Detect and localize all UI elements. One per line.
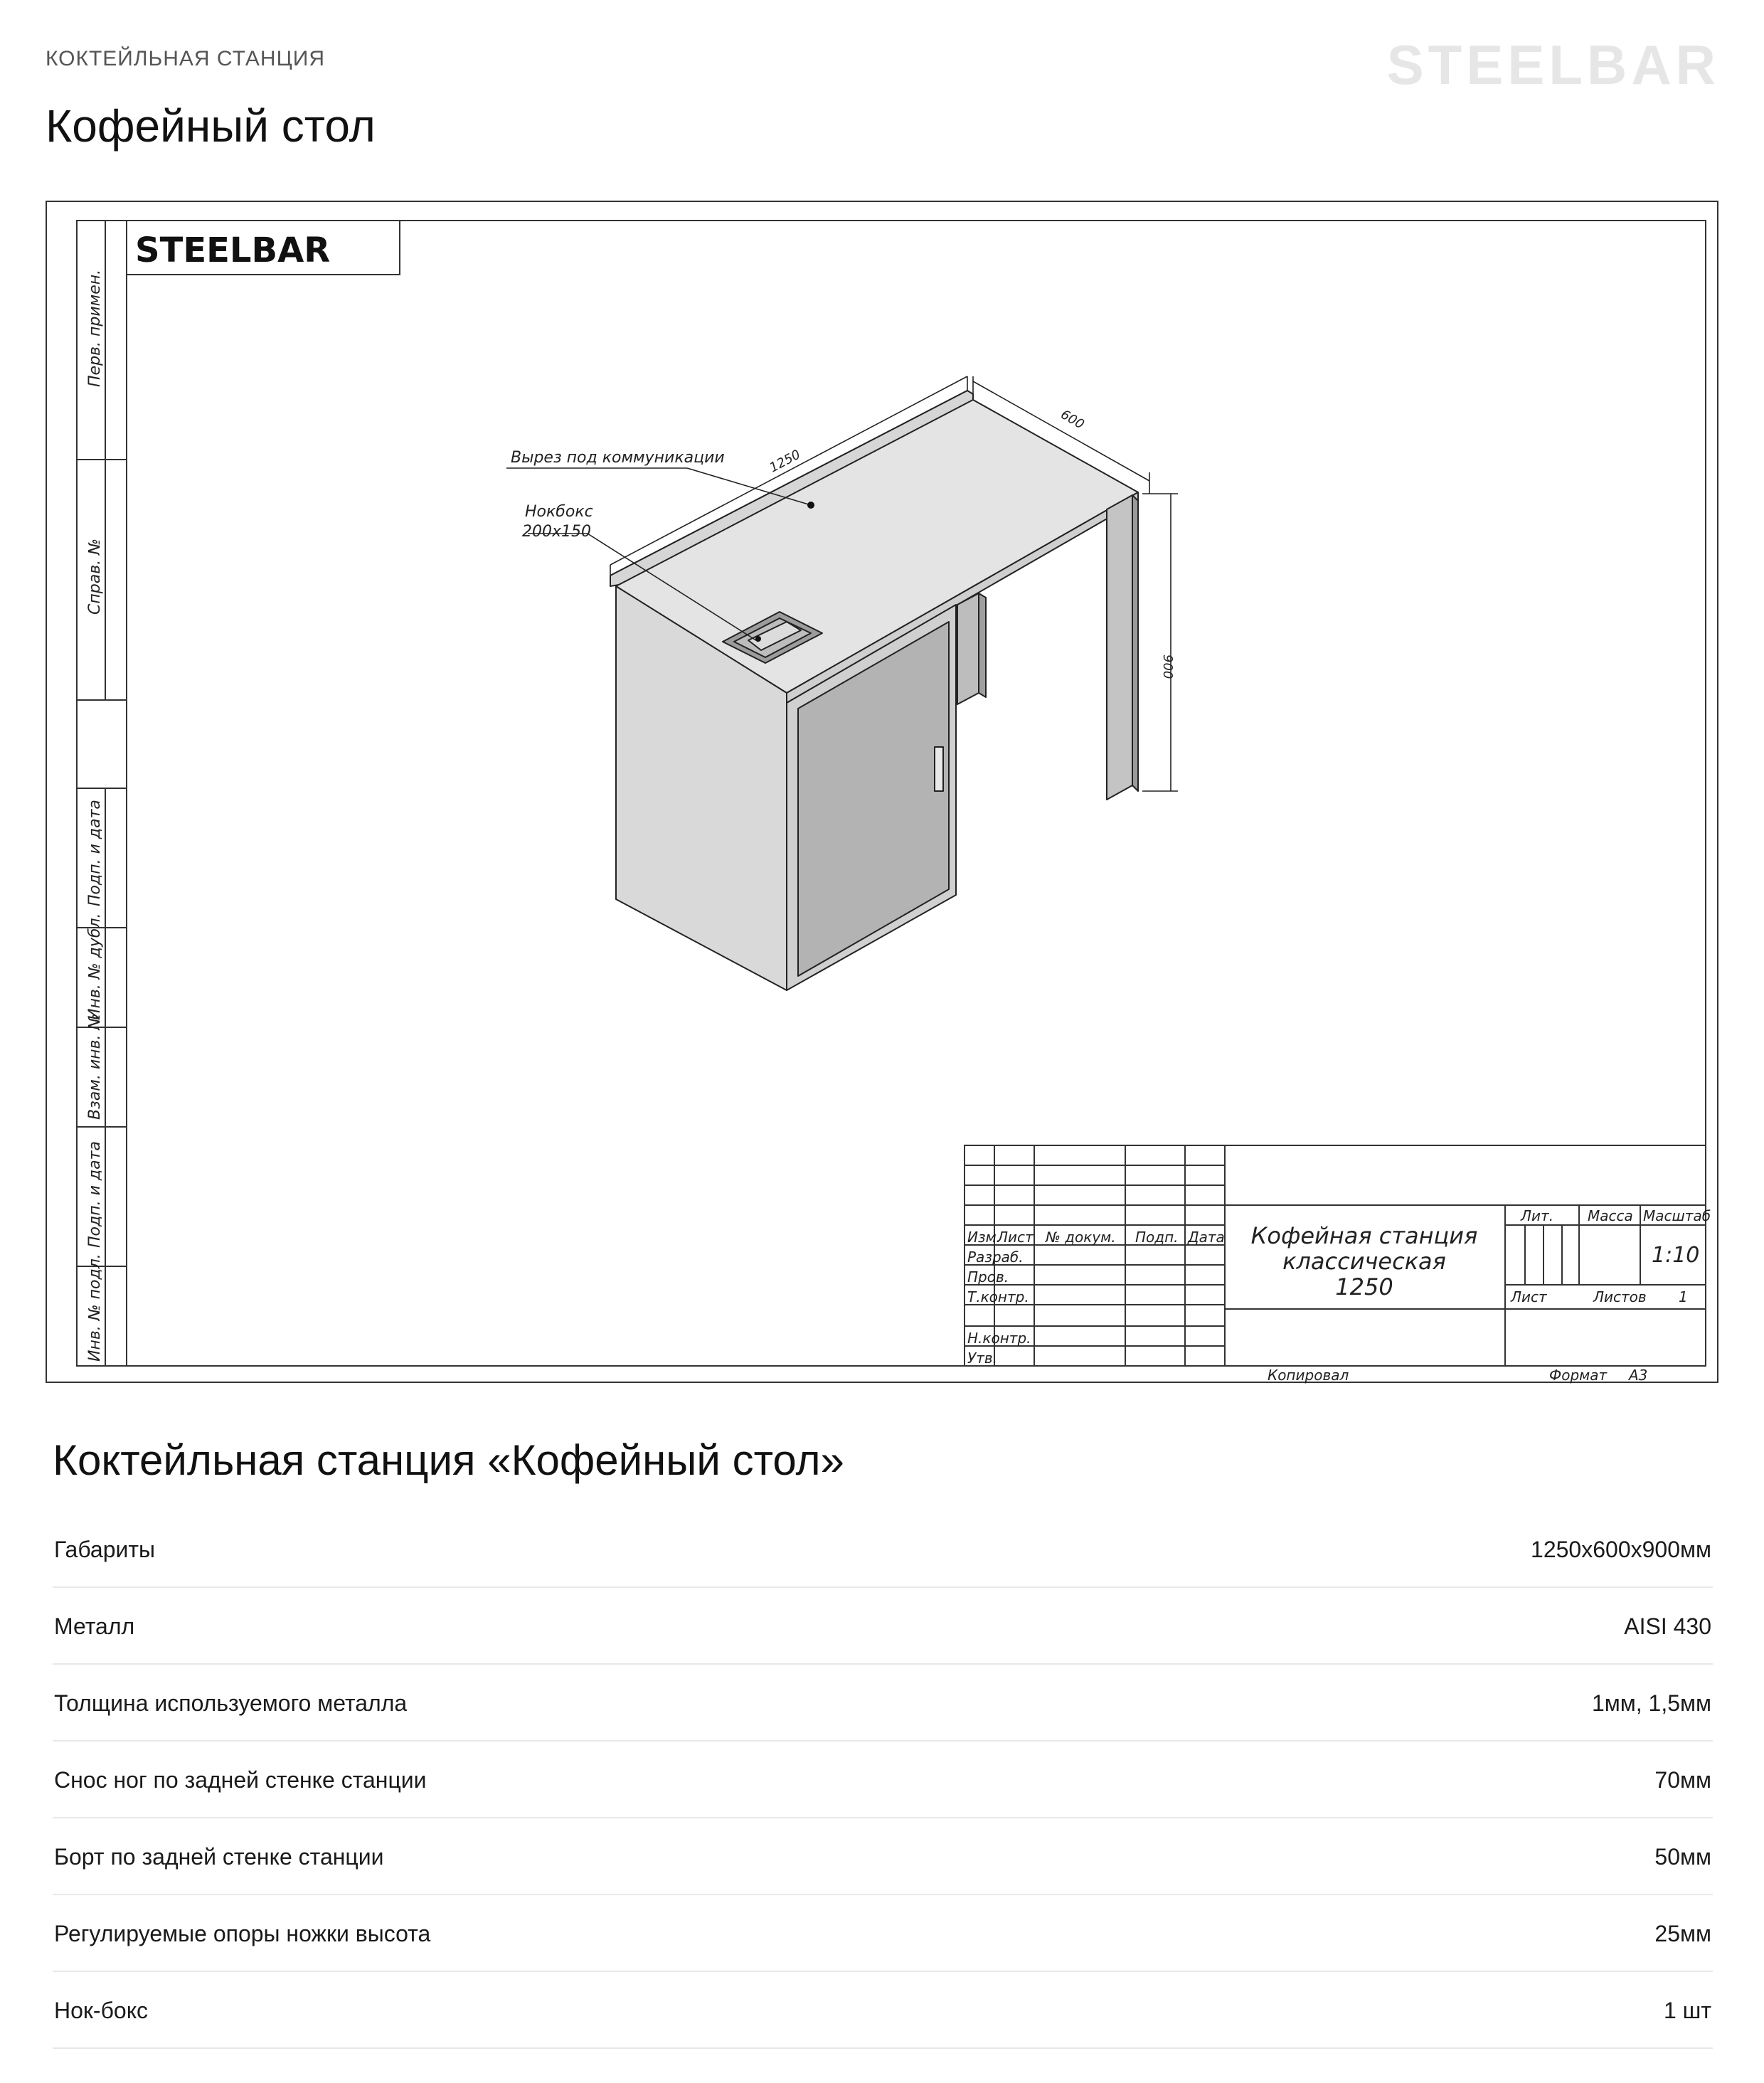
- spec-row: [53, 1818, 1713, 1895]
- tb-sheets-count: 1: [1679, 1288, 1688, 1305]
- stamp-podp-data-2: Подп. и дата: [86, 1141, 104, 1248]
- tb-lit: Лит.: [1521, 1207, 1554, 1224]
- page-title: Кофейный стол: [46, 100, 376, 152]
- tb-name-3: 1250: [1335, 1273, 1393, 1300]
- spec-value: 1мм, 1,5мм: [1591, 1690, 1711, 1716]
- technical-drawing: [46, 201, 1718, 1383]
- tb-col-ndoc: № докум.: [1046, 1229, 1116, 1246]
- tb-row-tkontr: Т.контр.: [967, 1288, 1029, 1305]
- tb-row-nkontr: Н.контр.: [967, 1330, 1031, 1347]
- callout-knockbox-2: 200х150: [522, 523, 592, 541]
- tb-masshtab: Масштаб: [1643, 1207, 1711, 1224]
- spec-value: 1250х600х900мм: [1531, 1537, 1711, 1562]
- knockbox-marker: [755, 636, 761, 642]
- spec-row: [53, 1742, 1713, 1818]
- tb-row-razrab: Разраб.: [967, 1249, 1024, 1266]
- spec-row: [53, 1511, 1713, 1588]
- stamp-inv-podl: Инв. № подл.: [86, 1253, 104, 1362]
- tb-row-prov: Пров.: [967, 1268, 1009, 1286]
- spec-value: AISI 430: [1624, 1613, 1711, 1639]
- spec-row: [53, 1895, 1713, 1972]
- spec-value: 1 шт: [1663, 1998, 1711, 2023]
- spec-label: Толщина используемого металла: [54, 1690, 408, 1716]
- category-label: КОКТЕЙЛЬНАЯ СТАНЦИЯ: [46, 47, 325, 70]
- dim-depth: 600: [1058, 407, 1087, 433]
- specs-table: [53, 1511, 1713, 2049]
- table-model: [610, 391, 1138, 990]
- tb-col-data: Дата: [1188, 1229, 1225, 1246]
- tb-name-1: Кофейная станция: [1250, 1222, 1478, 1249]
- callout-cutout: Вырез под коммуникации: [511, 449, 725, 467]
- spec-label: Борт по задней стенке станции: [54, 1844, 384, 1870]
- spec-row: [53, 1972, 1713, 2049]
- stamp-podp-data-1: Подп. и дата: [86, 800, 104, 906]
- tb-col-list: Лист: [997, 1229, 1034, 1246]
- spec-label: Нок-бокс: [54, 1998, 149, 2023]
- tb-format: Формат: [1549, 1367, 1608, 1384]
- tb-sheets: Листов: [1593, 1288, 1647, 1305]
- tb-massa: Масса: [1588, 1207, 1633, 1224]
- brand-logo[interactable]: STEELBAR: [1386, 33, 1720, 96]
- tb-row-utv: Утв.: [967, 1350, 997, 1367]
- tb-sheet: Лист: [1511, 1288, 1547, 1305]
- stamp-sprav: Справ. №: [86, 538, 104, 615]
- specs-title: Коктейльная станция «Кофейный стол»: [53, 1436, 844, 1484]
- spec-label: Снос ног по задней стенке станции: [54, 1767, 427, 1793]
- drawing-canvas: [47, 202, 1720, 1384]
- spec-value: 50мм: [1654, 1844, 1711, 1870]
- spec-label: Габариты: [54, 1537, 156, 1562]
- stamp-perv-primen: Перв. примен.: [86, 269, 104, 387]
- spec-label: Регулируемые опоры ножки высота: [54, 1921, 431, 1946]
- drawing-logo: STEELBAR: [135, 230, 331, 270]
- stamp-inv-dubl: Инв. № дубл.: [86, 913, 104, 1020]
- spec-label: Металл: [54, 1613, 135, 1639]
- spec-row: [53, 1588, 1713, 1665]
- tb-col-podp: Подп.: [1135, 1229, 1179, 1246]
- dim-length: 1250: [767, 447, 803, 476]
- spec-value: 70мм: [1654, 1767, 1711, 1793]
- tb-name-2: классическая: [1282, 1248, 1446, 1275]
- spec-row: [53, 1665, 1713, 1742]
- tb-format-value: А3: [1629, 1367, 1648, 1384]
- tb-col-izm: Изм.: [967, 1229, 1001, 1246]
- cutout-marker: [807, 502, 814, 509]
- stamp-vzam-inv: Взам. инв. №: [86, 1013, 104, 1120]
- tb-copied: Копировал: [1268, 1367, 1349, 1384]
- callout-knockbox-1: Нокбокс: [525, 503, 593, 521]
- spec-value: 25мм: [1654, 1921, 1711, 1946]
- dim-height: 900: [1160, 654, 1175, 679]
- tb-scale: 1:10: [1652, 1243, 1700, 1268]
